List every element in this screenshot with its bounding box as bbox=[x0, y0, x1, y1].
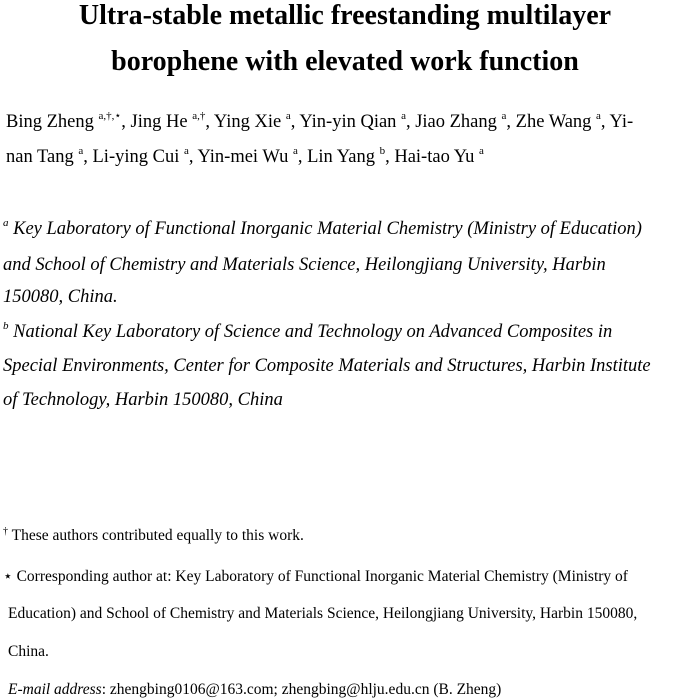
author-affiliation-marker: a,†,⋆ bbox=[98, 110, 122, 122]
author-name: nan Tang bbox=[6, 147, 79, 167]
author-name: , Lin Yang bbox=[297, 147, 380, 167]
star-marker: ⋆ bbox=[3, 568, 13, 585]
affiliation-a-line-2: and School of Chemistry and Materials Science, Heilongjiang University, Harbin bbox=[3, 255, 606, 275]
author-name: Bing Zheng bbox=[6, 112, 99, 132]
footnote-corresponding-line-1 bbox=[3, 567, 628, 586]
author-affiliation-marker: a bbox=[78, 145, 84, 157]
dagger-marker: † bbox=[3, 526, 8, 537]
email-label: E-mail address bbox=[8, 681, 102, 698]
author-affiliation-marker: a bbox=[501, 110, 507, 122]
author-affiliation-marker: b bbox=[379, 145, 386, 157]
paper-title-line-1: Ultra-stable metallic freestanding multilayer bbox=[78, 0, 612, 31]
author-name: , Jing He bbox=[121, 112, 193, 132]
footnote-text: These authors contributed equally to this work. bbox=[8, 527, 304, 544]
author-affiliation-marker: a bbox=[292, 145, 298, 157]
author-name: , Zhe Wang bbox=[506, 112, 597, 132]
affiliation-b-line-2: Special Environments, Center for Composite Materials and Structures, Harbin Institute bbox=[3, 356, 651, 376]
author-name: , Ying Xie bbox=[205, 112, 286, 132]
author-name: , Jiao Zhang bbox=[405, 112, 502, 132]
author-name: , Li-ying Cui bbox=[83, 147, 184, 167]
author-affiliation-marker: a bbox=[401, 110, 406, 122]
author-name: , Hai-tao Yu bbox=[385, 147, 479, 167]
author-affiliation-marker: a bbox=[285, 110, 291, 122]
author-name: , Yin-yin Qian bbox=[290, 112, 402, 132]
footnote-text: Corresponding author at: Key Laboratory of Functional Inorganic Material Chemistry (Ministry of bbox=[12, 568, 628, 585]
affiliation-a-line-3: 150080, China. bbox=[3, 287, 118, 307]
paper-title-line-2: borophene with elevated work function bbox=[111, 46, 579, 77]
author-list-line-2 bbox=[6, 146, 688, 170]
affiliation-a-line-1 bbox=[3, 218, 642, 242]
author-affiliation-marker: a bbox=[478, 145, 484, 157]
author-affiliation-marker: a bbox=[183, 145, 189, 157]
author-name: , Yin-mei Wu bbox=[188, 147, 293, 167]
author-affiliation-marker: a,† bbox=[192, 110, 206, 122]
affiliation-marker-b: b bbox=[3, 320, 9, 332]
affiliation-marker-a: a bbox=[3, 217, 9, 229]
author-name: , Yi- bbox=[600, 112, 634, 132]
author-affiliation-marker: a bbox=[596, 110, 601, 122]
footnote-email bbox=[8, 680, 501, 699]
affiliation-text: National Key Laboratory of Science and Technology on Advanced Composites in bbox=[8, 322, 613, 342]
email-addresses: : zhengbing0106@163.com; zhengbing@hlju.edu.cn (B. Zheng) bbox=[101, 681, 502, 698]
affiliation-b-line-1 bbox=[3, 321, 612, 345]
footnote-corresponding-line-3: China. bbox=[8, 643, 49, 660]
affiliation-text: Key Laboratory of Functional Inorganic Material Chemistry (Ministry of Education) bbox=[8, 219, 642, 239]
affiliation-b-line-3: of Technology, Harbin 150080, China bbox=[3, 390, 283, 410]
footnote-corresponding-line-2: Education) and School of Chemistry and Materials Science, Heilongjiang University, Harbin 150080, bbox=[8, 605, 638, 622]
footnote-equal-contribution bbox=[3, 526, 304, 547]
author-list-line-1 bbox=[6, 111, 688, 135]
